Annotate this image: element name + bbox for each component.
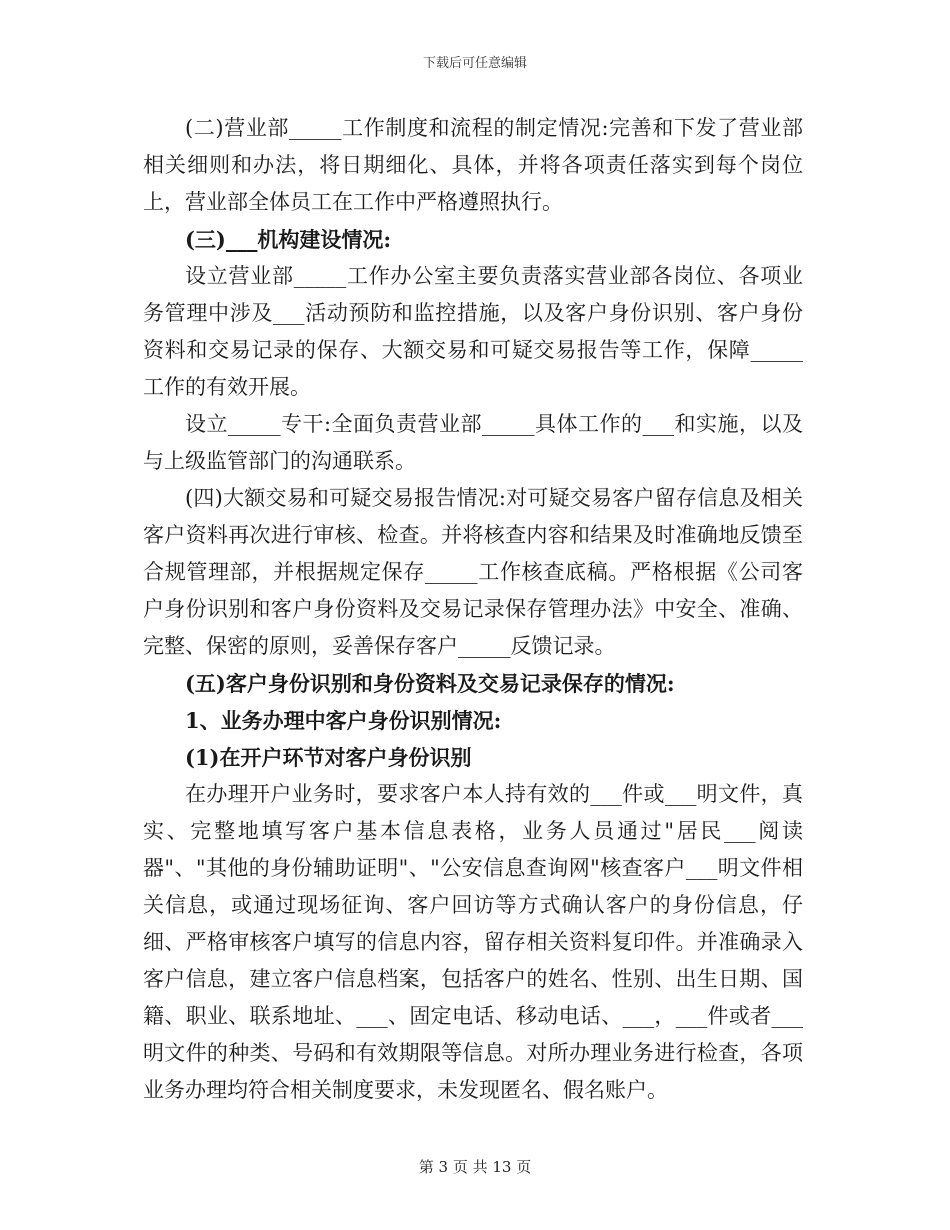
page-header: 下载后可任意编辑 <box>422 56 527 71</box>
paragraph: 设立_____专干:全面负责营业部_____具体工作的___和实施，以及与上级监管部门的沟通联系。 <box>143 412 803 473</box>
section-heading: (三)___机构建设情况: <box>185 227 392 252</box>
page-number: 第 3 页 共 13 页 <box>418 1158 532 1176</box>
paragraph: 设立营业部_____工作办公室主要负责落实营业部各岗位、各项业务管理中涉及___活动预防和监控措施，以及客户身份识别、客户身份资料和交易记录的保存、大额交易和可疑交易报告等工作，保障_____工作的有效开展。 <box>143 264 803 399</box>
subsection-heading: (1)在开户环节对客户身份识别 <box>185 745 472 770</box>
document-body <box>143 110 803 1109</box>
paragraph: (四)大额交易和可疑交易报告情况:对可疑交易客户留存信息及相关客户资料再次进行审核、检查。并将核查内容和结果及时准确地反馈至合规管理部，并根据规定保存_____工作核查底稿。严格根据《公司客户身份识别和客户身份资料及交易记录保存管理办法》中安全、准确、完整、保密的原则，妥善保存客户_____反馈记录。 <box>143 486 803 658</box>
subsection-heading: 1、业务办理中客户身份识别情况: <box>185 708 502 733</box>
paragraph: 在办理开户业务时，要求客户本人持有效的___件或___明文件，真实、完整地填写客户基本信息表格，业务人员通过"居民___阅读器"、"其他的身份辅助证明"、"公安信息查询网"核查客户___明文件相关信息，或通过现场征询、客户回访等方式确认客户的身份信息，仔细、严格审核客户填写的信息内容，留存相关资料复印件。并准确录入客户信息，建立客户信息档案，包括客户的姓名、性别、出生日期、国籍、职业、联系地址、___、固定电话、移动电话、___，___件或者___明文件的种类、号码和有效期限等信息。对所办理业务进行检查，各项业务办理均符合相关制度要求，未发现匿名、假名账户。 <box>143 782 803 1102</box>
paragraph: (二)营业部_____工作制度和流程的制定情况:完善和下发了营业部相关细则和办法，将日期细化、具体，并将各项责任落实到每个岗位上，营业部全体员工在工作中严格遵照执行。 <box>143 116 803 214</box>
section-heading: (五)客户身份识别和身份资料及交易记录保存的情况: <box>185 671 675 696</box>
